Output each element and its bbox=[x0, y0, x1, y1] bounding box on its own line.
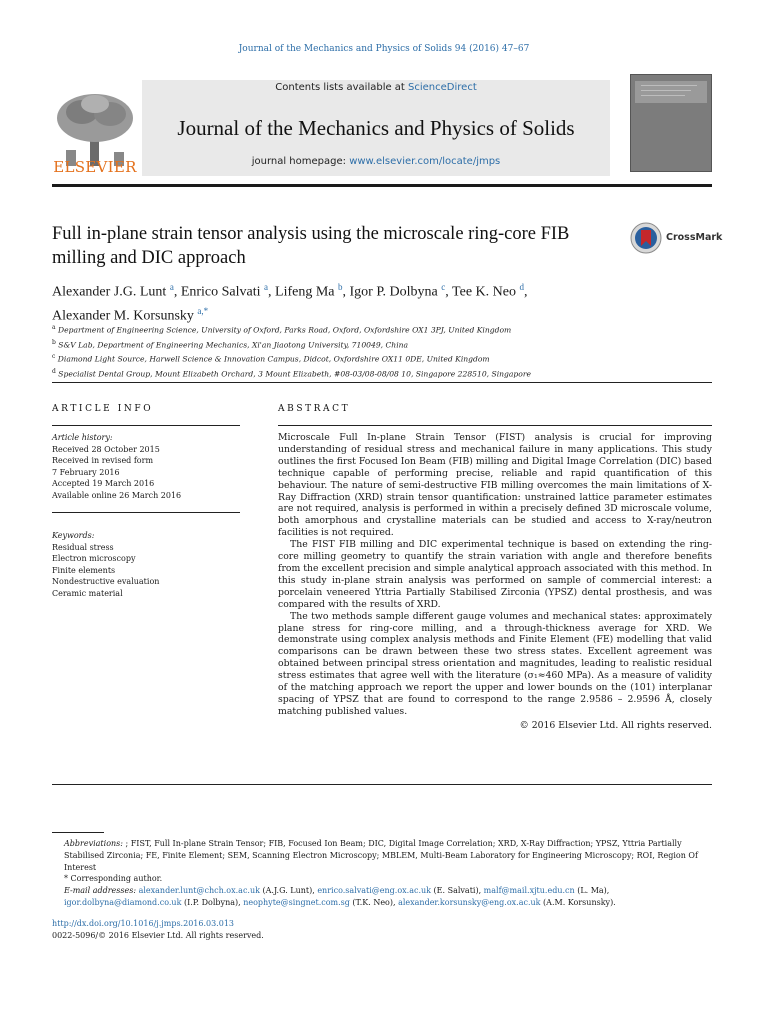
journal-reference-link[interactable]: Journal of the Mechanics and Physics of Solids 94 (2016) 47–67 bbox=[238, 44, 530, 54]
abbreviations-label: Abbreviations: bbox=[64, 839, 123, 848]
abstract-paragraph: The two methods sample different gauge volumes and mechanical states: approximately plane stress for ring-core milling, and a through-thickness average for XRD. We demonstrate using complex analysis methods and Finite Element (FE) modelling that valid comparisons can be drawn between these two stress states. Excellent agreement was obtained between principal stress orientation and magnitudes, leading to realistic residual stress estimates that agree well with the literature (σ₁≈460 MPa). As a measure of validity of the matching approach we report the upper and lower bounds on the (101) interplanar spacing of YPSZ that are found to correspond to the range 2.9586 – 2.9596 Å, closely matching published values. bbox=[278, 610, 712, 717]
email-owner: (A.J.G. Lunt), bbox=[259, 886, 318, 896]
abbreviations-footnote bbox=[52, 838, 712, 873]
footnotes bbox=[52, 838, 712, 909]
keywords-rule bbox=[52, 512, 240, 513]
email-owner: (T.K. Neo), bbox=[349, 897, 399, 907]
author-name[interactable]: Igor P. Dolbyna bbox=[349, 284, 438, 300]
keyword-item: Electron microscopy bbox=[52, 554, 136, 564]
journal-title: Journal of the Mechanics and Physics of Solids bbox=[177, 116, 575, 140]
article-history bbox=[52, 432, 240, 502]
section-rule bbox=[52, 382, 712, 383]
history-item: Available online 26 March 2016 bbox=[52, 490, 182, 500]
affiliation-item bbox=[52, 351, 712, 366]
article-title: Full in-plane strain tensor analysis using the microscale ring-core FIB milling and DIC approach bbox=[52, 224, 570, 268]
affiliation-mark: c bbox=[52, 353, 56, 361]
abstract-rule bbox=[278, 425, 712, 426]
cover-line bbox=[641, 85, 697, 86]
affiliation-mark: a bbox=[52, 324, 56, 331]
affiliation-text: Specialist Dental Group, Mount Elizabeth Orchard, 3 Mount Elizabeth, #08-03/08-08/08 10, Singapore 228510, Singapore bbox=[58, 369, 531, 379]
journal-homepage-link[interactable]: www.elsevier.com/locate/jmps bbox=[349, 156, 501, 167]
email-link[interactable]: igor.dolbyna@diamond.co.uk bbox=[64, 897, 182, 907]
email-footnote bbox=[52, 885, 712, 909]
elsevier-wordmark[interactable]: ELSEVIER bbox=[53, 158, 137, 176]
journal-banner bbox=[142, 80, 610, 176]
author-name[interactable]: Lifeng Ma bbox=[275, 284, 335, 300]
author-affiliation-mark[interactable]: d bbox=[519, 282, 524, 292]
email-link[interactable]: alexander.korsunsky@eng.ox.ac.uk bbox=[398, 897, 541, 907]
author-name[interactable]: Alexander M. Korsunsky bbox=[52, 308, 194, 324]
abbreviations-text: ; FIST, Full In-plane Strain Tensor; FIB, Focused Ion Beam; DIC, Digital Image Correlation; XRD, X-Ray Diffraction; YPSZ, Yttria Partially Stabilised Zirconia; FE, Finite Element; SEM, Scanning Electron Microscopy; MBLEM, Multi-Beam Laboratory for Engineering Microscopy; ROI, Region Of Interest bbox=[64, 839, 698, 872]
crossmark-icon bbox=[630, 222, 662, 254]
journal-cover-thumbnail[interactable] bbox=[630, 74, 712, 172]
abstract-heading: ABSTRACT bbox=[278, 404, 351, 414]
abstract-body bbox=[278, 432, 712, 732]
affiliation-list bbox=[52, 322, 712, 381]
affiliation-item bbox=[52, 322, 712, 337]
keyword-item: Nondestructive evaluation bbox=[52, 577, 160, 587]
keyword-item: Residual stress bbox=[52, 542, 114, 552]
journal-homepage-line: journal homepage: www.elsevier.com/locate/jmps bbox=[251, 156, 501, 167]
author-affiliation-mark[interactable]: b bbox=[338, 282, 343, 292]
affiliation-mark: d bbox=[52, 368, 56, 376]
author-name[interactable]: Alexander J.G. Lunt bbox=[52, 284, 167, 300]
cover-line bbox=[641, 90, 691, 91]
footnote-rule bbox=[52, 832, 104, 833]
author-separator: , bbox=[523, 284, 528, 300]
sciencedirect-link[interactable]: ScienceDirect bbox=[408, 82, 477, 93]
affiliation-text: S&V Lab, Department of Engineering Mechanics, Xi'an Jiaotong University, 710049, China bbox=[58, 340, 409, 350]
author-affiliation-mark[interactable]: c bbox=[441, 282, 446, 292]
author-name[interactable]: Tee K. Neo bbox=[452, 284, 516, 300]
abstract-end-rule bbox=[52, 784, 712, 785]
author-affiliation-mark[interactable]: a bbox=[264, 282, 269, 292]
article-info-heading: ARTICLE INFO bbox=[52, 404, 154, 414]
author-affiliation-mark[interactable]: a,* bbox=[197, 305, 209, 316]
email-link[interactable]: neophyte@singnet.com.sg bbox=[243, 897, 350, 907]
article-info-rule bbox=[52, 425, 240, 426]
email-owner: (A.M. Korsunsky). bbox=[540, 897, 616, 907]
email-link[interactable]: alexander.lunt@chch.ox.ac.uk bbox=[138, 886, 260, 896]
issn-line: 0022-5096/© 2016 Elsevier Ltd. All rights reserved. bbox=[52, 931, 264, 940]
email-owner: (I.P. Dolbyna), bbox=[181, 897, 244, 907]
email-link[interactable]: enrico.salvati@eng.ox.ac.uk bbox=[317, 886, 431, 896]
author-name[interactable]: Enrico Salvati bbox=[180, 284, 261, 300]
corresponding-author-note: * Corresponding author. bbox=[64, 874, 163, 884]
abstract-paragraph: The FIST FIB milling and DIC experimental technique is based on extending the ring-core milling geometry to quantify the strain variation with angle and therefore benefits from the excellent precision and simple analytical approach associated with this method. In this study in-plane strain analysis was performed on sample of commercial interest: a porcelain veneered Yttria Partially Stabilised Zirconia (YPSZ) dental prosthesis, and was compared with the results of XRD. bbox=[278, 539, 712, 610]
history-item: Received in revised form bbox=[52, 456, 154, 466]
crossmark-label: CrossMark bbox=[666, 232, 723, 243]
keywords-block bbox=[52, 530, 240, 600]
email-label: E-mail addresses: bbox=[64, 886, 137, 896]
abstract-copyright: © 2016 Elsevier Ltd. All rights reserved. bbox=[519, 719, 712, 731]
abstract-paragraph: Microscale Full In-plane Strain Tensor (FIST) analysis is crucial for improving understanding of residual stress and mechanical failure in many applications. This study outlines the first Focused Ion Beam (FIB) milling and Digital Image Correlation (DIC) based technique capable of performing precise, reliable and rapid quantification of this behaviour. The nature of semi-destructive FIB milling overcomes the main limitations of X-Ray Diffraction (XRD) strain tensor quantification: unstrained lattice parameter estimates are not required, analysis is performed in within a precisely defined 3D microscale volume, both amorphous and crystalline materials can be studied and access to X-ray/neutron facilities is not required. bbox=[278, 432, 712, 539]
header-rule bbox=[52, 184, 712, 187]
doi-link[interactable]: http://dx.doi.org/10.1016/j.jmps.2016.03.013 bbox=[52, 919, 234, 928]
article-history-label: Article history: bbox=[52, 433, 113, 442]
author-separator: , bbox=[342, 284, 350, 300]
affiliation-text: Department of Engineering Science, University of Oxford, Parks Road, Oxford, Oxfordshire OX1 3PJ, United Kingdom bbox=[58, 325, 512, 335]
cover-line bbox=[641, 95, 685, 96]
affiliation-item bbox=[52, 366, 712, 381]
author-separator: , bbox=[268, 284, 276, 300]
author-separator: , bbox=[445, 284, 453, 300]
email-link[interactable]: malf@mail.xjtu.edu.cn bbox=[483, 886, 575, 896]
contents-available-line: Contents lists available at ScienceDirect bbox=[275, 82, 477, 93]
email-owner: (L. Ma), bbox=[574, 886, 610, 896]
keywords-label: Keywords: bbox=[52, 531, 95, 540]
affiliation-item bbox=[52, 337, 712, 352]
history-item: Received 28 October 2015 bbox=[52, 444, 160, 454]
author-list bbox=[52, 278, 672, 325]
crossmark-badge[interactable] bbox=[630, 222, 723, 258]
affiliation-mark: b bbox=[52, 338, 56, 346]
journal-masthead bbox=[52, 74, 712, 184]
email-owner: (E. Salvati), bbox=[431, 886, 484, 896]
keyword-item: Finite elements bbox=[52, 565, 116, 575]
affiliation-text: Diamond Light Source, Harwell Science & Innovation Campus, Didcot, Oxfordshire OX11 0DE, United Kingdom bbox=[57, 355, 490, 364]
history-item: Accepted 19 March 2016 bbox=[52, 479, 155, 489]
keyword-item: Ceramic material bbox=[52, 588, 123, 598]
history-item: 7 February 2016 bbox=[52, 467, 120, 477]
author-separator: , bbox=[173, 284, 181, 300]
author-affiliation-mark[interactable]: a bbox=[169, 282, 174, 292]
